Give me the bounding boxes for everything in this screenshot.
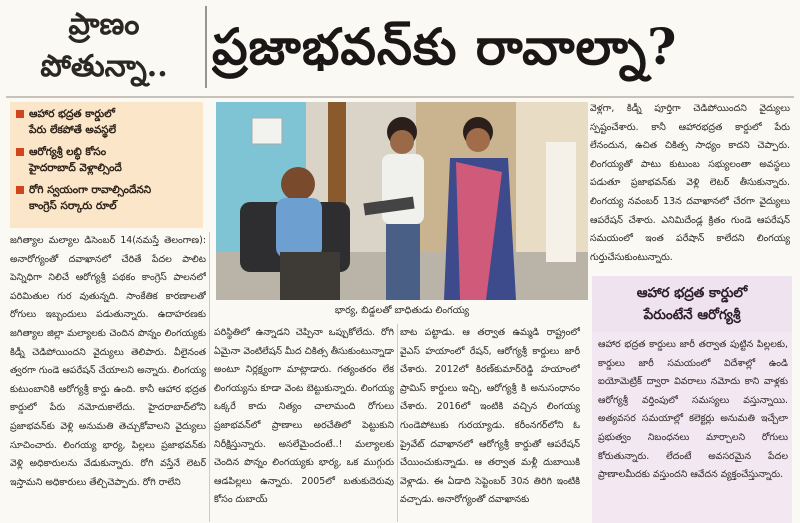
kicker-line-1: ప్రాణం <box>68 7 140 42</box>
highlight-item <box>16 106 197 138</box>
article-text: బాట పట్టాడు. ఆ తర్వాత ఉమ్మడి రాష్ట్రంలో వైఎస్ హయాంలో రేషన్, ఆరోగ్యశ్రీ కార్డులు జారీ చేశారు. 2012లో కిరణ్‌కుమార్‌రెడ్డి హయాంలో ప్రామిస్ కార్డులు ఇచ్చి, ఆరోగ్యశ్రీ కి అనుసంధానం చేశారు. 2016లో ఇంటికి వచ్చిన లింగయ్య గుండెపోటుకు గురయ్యాడు. కరీంనగర్‌లోని ఓ ప్రైవేట్ దవాఖానలో ఆరోగ్యశ్రీ కార్డుతో ఆపరేషన్ చేయించుకున్నాడు. ఆ తర్వాత మళ్లీ దుబాయికి వెళ్లాడు. ఈ ఏడాది సెప్టెంబర్ 30న తిరిగి ఇంటికి వచ్చాడు. అనారోగ్యంతో దవాఖానకు <box>400 327 580 506</box>
photo-caption: భార్య, బిడ్డలతో బాధితుడు లింగయ్య <box>334 305 470 316</box>
sidebar-text <box>598 336 788 523</box>
column-divider <box>397 324 398 522</box>
sidebar-subhead <box>592 276 792 332</box>
kicker-line-2: పోతున్నా.. <box>40 49 168 84</box>
highlight-item <box>16 144 197 176</box>
subhead-line: పేరుంటేనే ఆరోగ్యశ్రీ <box>643 307 741 323</box>
subhead-line: ఆహార భద్రత కార్డులో <box>636 285 748 301</box>
highlight-line: ఆహార భద్రత కార్డులో <box>29 108 115 120</box>
photo-illustration <box>216 102 588 300</box>
highlight-line: పేరు లేకపోతే అవస్థలే <box>29 124 117 136</box>
article-column-1 <box>10 232 206 523</box>
article-text: ఆహార భద్రత కార్డులు జారీ తర్వాత పుట్టిన పిల్లలకు, కార్డులు జారీ సమయంలో విదేశాల్లో ఉండి ఐయోమెట్రిక్ ద్వారా వివరాలు నమోదు కాని వాళ్లకు ఆరోగ్యశ్రీ వర్తింపులో సమస్యలు వస్తున్నాయి. అత్యవసర సమయాల్లో కలెక్టర్లు అనుమతి ఇచ్చేలా ప్రభుత్వం నిబంధనలు మార్చాలని రోగులు కోరుతున్నారు. లేదంటే అవసరమైన పేదల ప్రాణాలమీదకు వస్తుందని ఆవేదన వ్యక్తంచేస్తున్నారు. <box>598 339 788 481</box>
article-text: వెళ్లగా, కిడ్నీ పూర్తిగా చెడిపోయిందని వైద్యులు స్పష్టంచేశారు. కానీ ఆహారభద్రత కార్డులో పేరు లేనందున, ఉచిత చికిత్స సాధ్యం కాదని చెప్పారు. లింగయ్యతో పాటు కుటుంబ సభ్యులంతా అవస్థలు పడుతూ ప్రజాభవన్‌కు వెళ్లి లెటర్ తీసుకున్నారు. లింగయ్య నవంబర్ 13న దవాఖానలో చేరగా వైద్యులు ఆపరేషన్ చేశారు. ఎనిమిదేండ్ల క్రితం గుండె ఆపరేషన్ సమయంలో ఇంత పరేషాన్ కాలేదని లింగయ్య గుర్తుచేసుకుంటున్నారు. <box>590 103 790 263</box>
highlight-line: రోగి స్వయంగా రావాల్సిందేనని <box>29 184 152 196</box>
article-text: పరిస్థితిలో ఉన్నాడని చెప్పినా ఒప్పుకోలేదు. రోగి ఏమైనా వెంటిలేషన్ మీద చికిత్స తీసుకుంటున్నాడా అంటూ నిర్లక్ష్యంగా మాట్లాడారు. గత్యంతరం లేక లింగయ్యను కూడా వెంట బెట్టుకున్నారు. లింగయ్య ఒక్కరే కాదు నిత్యం చాలామంది రోగులు ప్రజాభవన్‌లో ప్రాణాలు అరచేతిలో పెట్టుకుని నిరీక్షిస్తున్నారు. అసలేమైందంటే..! మల్యాలకు చెందిన పొన్నం లింగయ్యకు భార్య, ఒక ముగ్గురు ఆడపిల్లలు ఉన్నారు. 2005లో బతుకుదెరువు కోసం దుబాయ్ <box>214 327 394 506</box>
headline: ప్రజాభవన్‌కు రావాల్నా? <box>212 17 678 76</box>
header-rule <box>6 96 794 98</box>
highlight-line: కాంగ్రెస్ సర్కారు రూల్ <box>29 200 117 212</box>
kicker-divider <box>205 6 207 88</box>
highlight-line: ఆరోగ్యశ్రీ లబ్ధి కోసం <box>29 146 107 158</box>
bullet-icon <box>16 186 24 194</box>
column-divider <box>209 232 210 522</box>
kicker <box>10 4 198 92</box>
highlight-item <box>16 182 197 214</box>
bullet-icon <box>16 110 24 118</box>
article-column-4 <box>590 100 790 270</box>
highlight-line: హైదరాబాద్ వెళ్లాల్సిందే <box>29 162 122 174</box>
news-photo <box>216 102 588 300</box>
article-column-3 <box>400 324 580 523</box>
article-text: జగిత్యాల మల్యాల డిసెంబర్ 14(నమస్తే తెలంగాణ): అనారోగ్యంతో దవాఖానలో చేరితే పేదల పాలిట పెన్నిధిగా నిలిచే ఆరోగ్యశ్రీ పథకం కాంగ్రెస్ పాలనలో పరిమితుల గుర వుతున్నది. సాంకేతిక కారణాలతో రోగులు ఇబ్బందులు పడుతున్నారు. ఉదాహరణకు జగిత్యాల జిల్లా మల్యాలకు చెందిన పొన్నం లింగయ్యకు కిడ్నీ చెడిపోయిందని వైద్యులు తెలిపారు. వీలైనంత త్వరగా గుండె ఆపరేషన్ చేయాలని అన్నారు. లింగయ్య కుటుంబానికి ఆరోగ్యశ్రీ కార్డు ఉంది. కానీ ఆహార భద్రత కార్డులో పేరు నమోదుకాలేదు. హైదరాబాద్‌లోని ప్రజాభవన్‌కు వెళ్లి అనుమతి తెచ్చుకోవాలని వైద్యులు సూచించారు. లింగయ్య భార్య, పిల్లలు ప్రజాభవన్‌కు వెళ్లి అధికారులను వేడుకున్నారు. రోగి వస్తేనే లెటర్ ఇస్తామని అధికారులు తేల్చిచెప్పారు. రోగి రాలేని <box>10 235 206 488</box>
bullet-icon <box>16 148 24 156</box>
article-column-2 <box>214 324 394 523</box>
highlights-box <box>10 102 203 228</box>
